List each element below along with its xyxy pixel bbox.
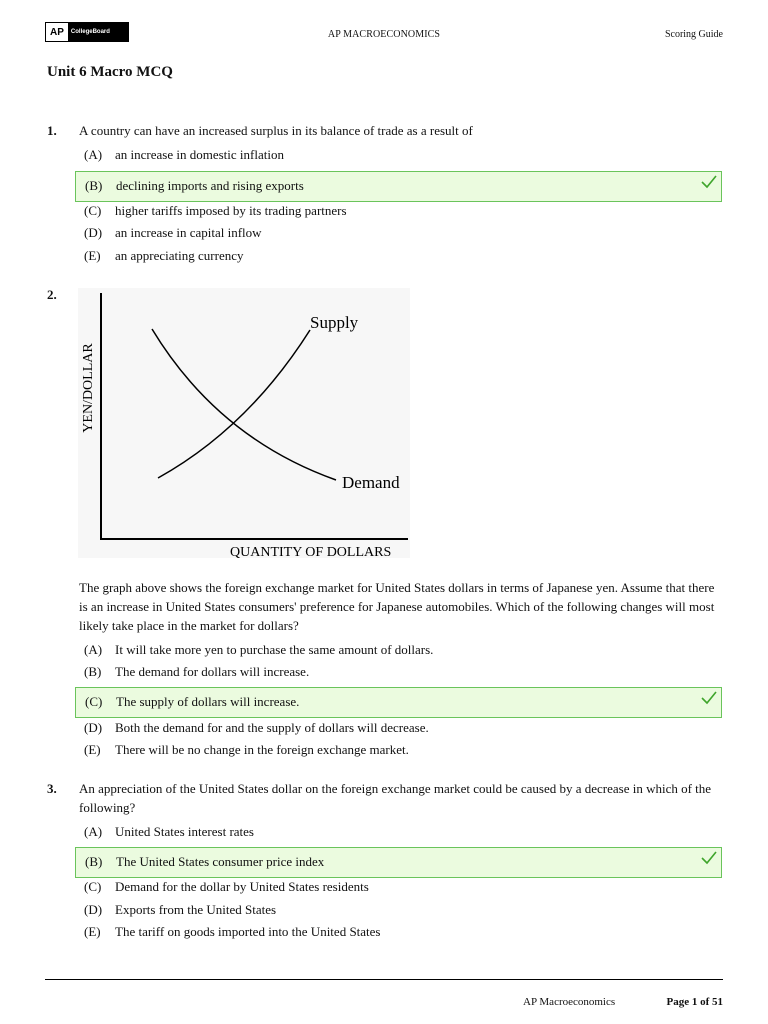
question-text: The graph above shows the foreign exchange market for United States dollars in terms of Japanese yen. Assume that there is an increase in United States consumers' preference for Japanese automobiles. Which of the following changes will most likely take place in the market for dollars? [79,580,715,633]
header-subject: AP MACROECONOMICS [327,29,441,40]
option-text: Both the demand for and the supply of dollars will decrease. [115,720,429,735]
option-text: The tariff on goods imported into the United States [115,924,381,939]
option-text: an increase in capital inflow [115,225,262,240]
option-letter: (B) [84,664,102,679]
option-letter: (D) [84,902,103,917]
answer-option[interactable] [79,877,723,899]
option-text: higher tariffs imposed by its trading partners [115,203,347,218]
y-axis-label: YEN/DOLLAR [81,343,96,433]
footer-course-name: AP Macroeconomics [523,996,616,1008]
answer-option[interactable] [79,662,723,684]
question-number: 1. [47,123,57,138]
question-number: 3. [47,781,57,796]
option-letter: (C) [84,203,102,218]
answer-option[interactable] [79,640,723,662]
page-label: Page [666,996,690,1008]
option-letter: (B) [85,178,103,193]
answer-option[interactable] [79,822,723,844]
answer-option[interactable] [79,145,723,167]
answer-option[interactable] [79,246,723,268]
header-doc-type: Scoring Guide [664,29,723,40]
page-current: 1 [691,996,698,1008]
logo-ap-text: AP [46,23,68,41]
question-number: 2. [47,287,57,302]
answer-option[interactable] [79,900,723,922]
demand-label: Demand [342,473,400,492]
option-text: The demand for dollars will increase. [115,664,310,679]
option-letter: (C) [85,694,103,709]
option-text: There will be no change in the foreign exchange market. [115,742,409,757]
answer-option-correct[interactable] [75,687,722,718]
option-text: The United States consumer price index [116,854,325,869]
page-header [0,0,768,50]
question-text: A country can have an increased surplus in its balance of trade as a result of [79,123,473,138]
option-text: The supply of dollars will increase. [116,694,300,709]
option-letter: (D) [84,225,103,240]
graph-background [78,288,410,558]
option-letter: (A) [84,824,103,839]
page-total: 51 [712,996,723,1008]
x-axis-label: QUANTITY OF DOLLARS [230,545,392,558]
option-text: an increase in domestic inflation [115,147,284,162]
page-number [666,996,723,1008]
footer-divider [45,979,723,980]
option-letter: (C) [84,879,102,894]
checkmark-icon [700,689,718,707]
answer-option[interactable] [79,223,723,245]
logo-collegeboard-text: CollegeBoard [68,23,128,41]
answer-option[interactable] [79,922,723,944]
option-text: United States interest rates [115,824,254,839]
option-text: It will take more yen to purchase the same amount of dollars. [115,642,434,657]
answer-option[interactable] [79,201,723,223]
option-letter: (E) [84,924,101,939]
supply-label: Supply [310,313,359,332]
answer-option-correct[interactable] [75,171,722,202]
answer-option[interactable] [79,718,723,740]
option-text: Exports from the United States [115,902,277,917]
option-letter: (A) [84,642,103,657]
checkmark-icon [700,849,718,867]
option-text: declining imports and rising exports [116,178,304,193]
option-text: Demand for the dollar by United States residents [115,879,369,894]
supply-demand-graph [78,288,410,558]
option-letter: (D) [84,720,103,735]
answer-option[interactable] [79,740,723,762]
page-of: of [700,996,710,1008]
option-letter: (B) [85,854,103,869]
answer-option-correct[interactable] [75,847,722,878]
option-text: an appreciating currency [115,248,244,263]
option-letter: (E) [84,248,101,263]
option-letter: (E) [84,742,101,757]
checkmark-icon [700,173,718,191]
option-letter: (A) [84,147,103,162]
question-text: An appreciation of the United States dollar on the foreign exchange market could be caused by a decrease in which of the following? [79,781,712,815]
page-title: Unit 6 Macro MCQ [47,64,173,80]
